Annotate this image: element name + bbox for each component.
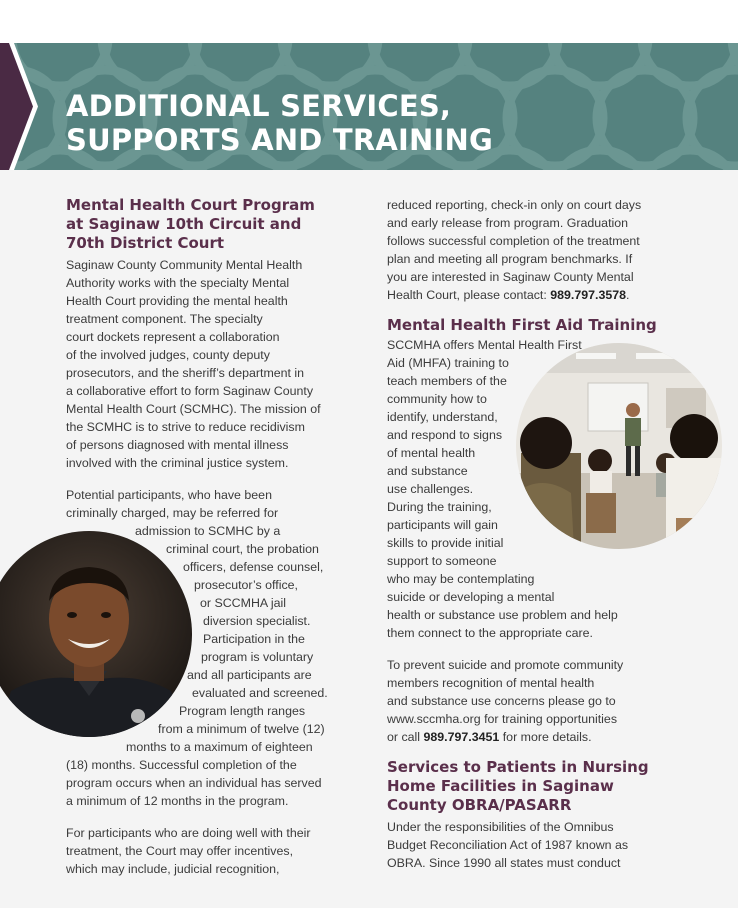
suicide-prevention-paragraph: To prevent suicide and promote community members recognition of mental health and substance use concerns please go to www.sccmha.org for training opportunities or call 989.797.3451 for more details. [387, 658, 624, 744]
participants-paragraph: Potential participants, who have been criminally charged, may be referred for admission to SCMHC by a criminal court, the probation officers, defense counsel, prosecutor’s office, or SCCMHA jail diversion specialist. Participation in the program is voluntary and all participants are evaluated and screened. Program length ranges from a minimum of twelve (12) months to a maximum of eighteen (18) months. Successful completion of the program occurs when an individual has served a minimum of 12 months in the program. [66, 488, 328, 808]
obra-paragraph: Under the responsibilities of the Omnibus Budget Reconciliation Act of 1987 known as OBRA. Since 1990 all states must conduct [387, 820, 629, 870]
top-margin [0, 0, 738, 43]
chevron-arrow-icon [0, 43, 40, 170]
mhfa-phone: 989.797.3451 [423, 730, 500, 744]
mhfa-paragraph: SCCMHA offers Mental Health First Aid (MHFA) training to teach members of the community how to identify, understand, and respond to signs of mental health and substance use challenges. During the training, participants will gain skills to provide initial support to someone who may be contemplating suicide or developing a mental health or substance use problem and help them connect to the appropriate care. [387, 338, 618, 640]
obra-heading: Services to Patients in Nursing Home Facilities in Saginaw County OBRA/PASARR [387, 758, 649, 814]
incentives-paragraph: For participants who are doing well with their treatment, the Court may offer incentives, which may include, judicial recognition, [66, 826, 311, 876]
training-classroom-photo [516, 343, 722, 549]
page-title: ADDITIONAL SERVICES, SUPPORTS AND TRAINING [66, 89, 493, 157]
mental-health-court-heading: Mental Health Court Program at Saginaw 10th Circuit and 70th District Court [66, 196, 315, 252]
court-phone: 989.797.3578 [550, 288, 627, 302]
mhfa-heading: Mental Health First Aid Training [387, 316, 657, 334]
court-continued-paragraph: reduced reporting, check-in only on court days and early release from program. Graduation follows successful completion of the treatment plan and meeting all program benchmarks. If you are interested in Saginaw County Mental Health Court, please contact: 989.797.3578. [387, 198, 642, 302]
header-banner [0, 43, 738, 170]
court-intro-paragraph: Saginaw County Community Mental Health Authority works with the specialty Mental Health Court providing the mental health treatment component. The specialty court dockets represent a collaboration of the involved judges, county deputy prosecutors, and the sheriff’s department in a collaborative effort to form Saginaw County Mental Health Court (SCMHC). The mission of the SCMHC is to strive to reduce recidivism of persons diagnosed with mental illness involved with the criminal justice system. [66, 258, 321, 470]
